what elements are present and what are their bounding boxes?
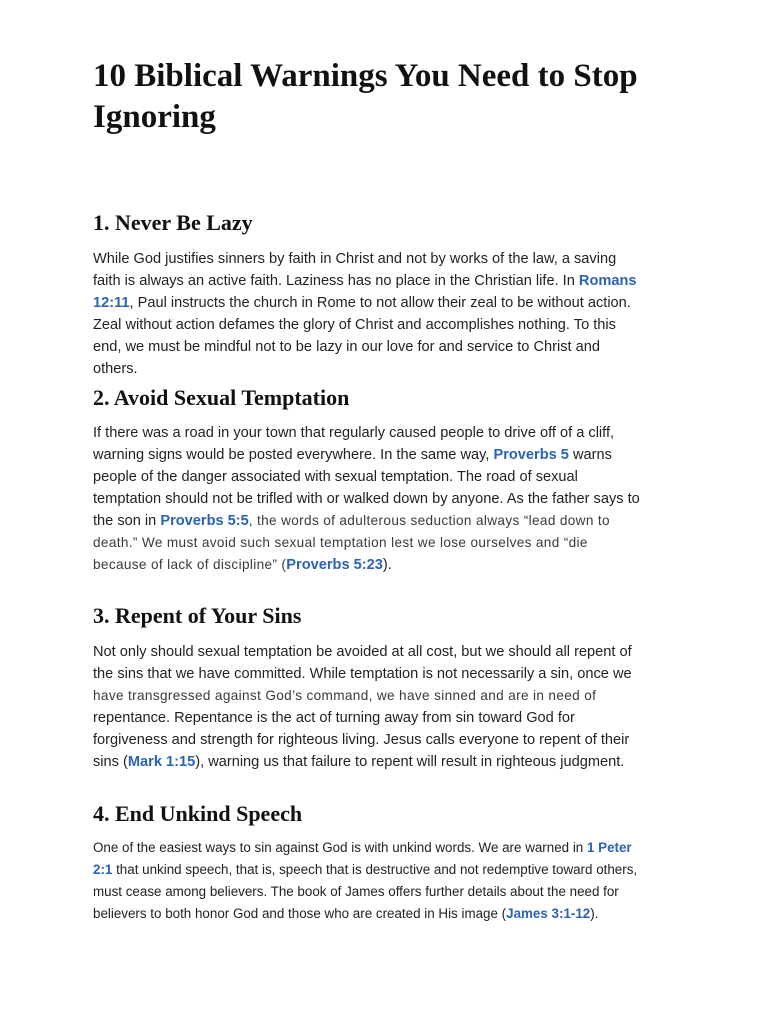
paragraph-line: 12:11, Paul instructs the church in Rome to not allow their zeal to be without action. [93, 295, 631, 311]
paragraph-line: end, we must be mindful not to be lazy in our love for and service to Christ and [93, 339, 600, 355]
scripture-link-proverbs-5[interactable]: Proverbs 5 [493, 447, 569, 463]
paragraph-line: the son in Proverbs 5:5, the words of adulterous seduction always “lead down to [93, 513, 610, 529]
scripture-link-romans-12-11[interactable]: Romans [578, 273, 637, 289]
section-paragraph-never-be-lazy [93, 248, 683, 380]
paragraph-line: temptation should not be trifled with or walked down by anyone. As the father says to [93, 491, 640, 507]
paragraph-line: because of lack of discipline” (Proverbs 5:23). [93, 557, 392, 573]
paragraph-line: One of the easiest ways to sin against God is with unkind words. We are warned in 1 Peter [93, 840, 632, 855]
paragraph-line: 2:1 that unkind speech, that is, speech that is destructive and not redemptive toward others, [93, 862, 638, 877]
paragraph-line: others. [93, 361, 138, 377]
paragraph-line: believers to both honor God and those who are created in His image (James 3:1-12). [93, 906, 599, 921]
paragraph-line: the sins that we have committed. While temptation is not necessarily a sin, once we [93, 666, 632, 682]
paragraph-line: If there was a road in your town that regularly caused people to drive off of a cliff, [93, 425, 615, 441]
paragraph-line: repentance. Repentance is the act of turning away from sin toward God for [93, 710, 575, 726]
section-heading-avoid-sexual-temptation: 2. Avoid Sexual Temptation [93, 385, 350, 410]
section-heading-never-be-lazy: 1. Never Be Lazy [93, 210, 253, 235]
paragraph-line: While God justifies sinners by faith in Christ and not by works of the law, a saving [93, 251, 617, 267]
paragraph-line: death.” We must avoid such sexual temptation lest we lose ourselves and “die [93, 535, 588, 550]
scripture-link-romans-12-11-cont[interactable]: 12:11 [93, 295, 130, 311]
paragraph-line: Not only should sexual temptation be avoided at all cost, but we should all repent of [93, 644, 632, 660]
scripture-link-proverbs-5-5[interactable]: Proverbs 5:5 [160, 513, 249, 529]
section-paragraph-repent-of-your-sins [93, 641, 683, 773]
scripture-link-1-peter-2-1[interactable]: 1 Peter [586, 840, 632, 855]
scripture-link-james-3-1-12[interactable]: James 3:1-12 [506, 906, 591, 921]
paragraph-line: have transgressed against God’s command, we have sinned and are in need of [93, 688, 597, 703]
scripture-link-mark-1-15[interactable]: Mark 1:15 [127, 754, 196, 770]
scripture-link-proverbs-5-23[interactable]: Proverbs 5:23 [286, 557, 383, 573]
paragraph-line: Zeal without action defames the glory of Christ and accomplishes nothing. To this [93, 317, 616, 333]
paragraph-line: warning signs would be posted everywhere. In the same way, Proverbs 5 warns [93, 447, 612, 463]
paragraph-line: must cease among believers. The book of James offers further details about the need for [93, 884, 619, 899]
article-title: 10 Biblical Warnings You Need to Stop Ignoring [93, 58, 638, 135]
section-heading-repent-of-your-sins: 3. Repent of Your Sins [93, 603, 302, 628]
section-paragraph-avoid-sexual-temptation [93, 422, 683, 576]
paragraph-line: forgiveness and strength for righteous living. Jesus calls everyone to repent of their [93, 732, 630, 748]
section-heading-end-unkind-speech: 4. End Unkind Speech [93, 801, 303, 826]
paragraph-line: people of the danger associated with sexual temptation. The road of sexual [93, 469, 578, 485]
section-paragraph-end-unkind-speech [93, 837, 683, 925]
paragraph-line: sins (Mark 1:15), warning us that failure to repent will result in righteous judgment. [93, 754, 625, 770]
scripture-link-1-peter-2-1-cont[interactable]: 2:1 [93, 862, 113, 877]
paragraph-line: faith is always an active faith. Laziness has no place in the Christian life. In Romans [93, 273, 637, 289]
